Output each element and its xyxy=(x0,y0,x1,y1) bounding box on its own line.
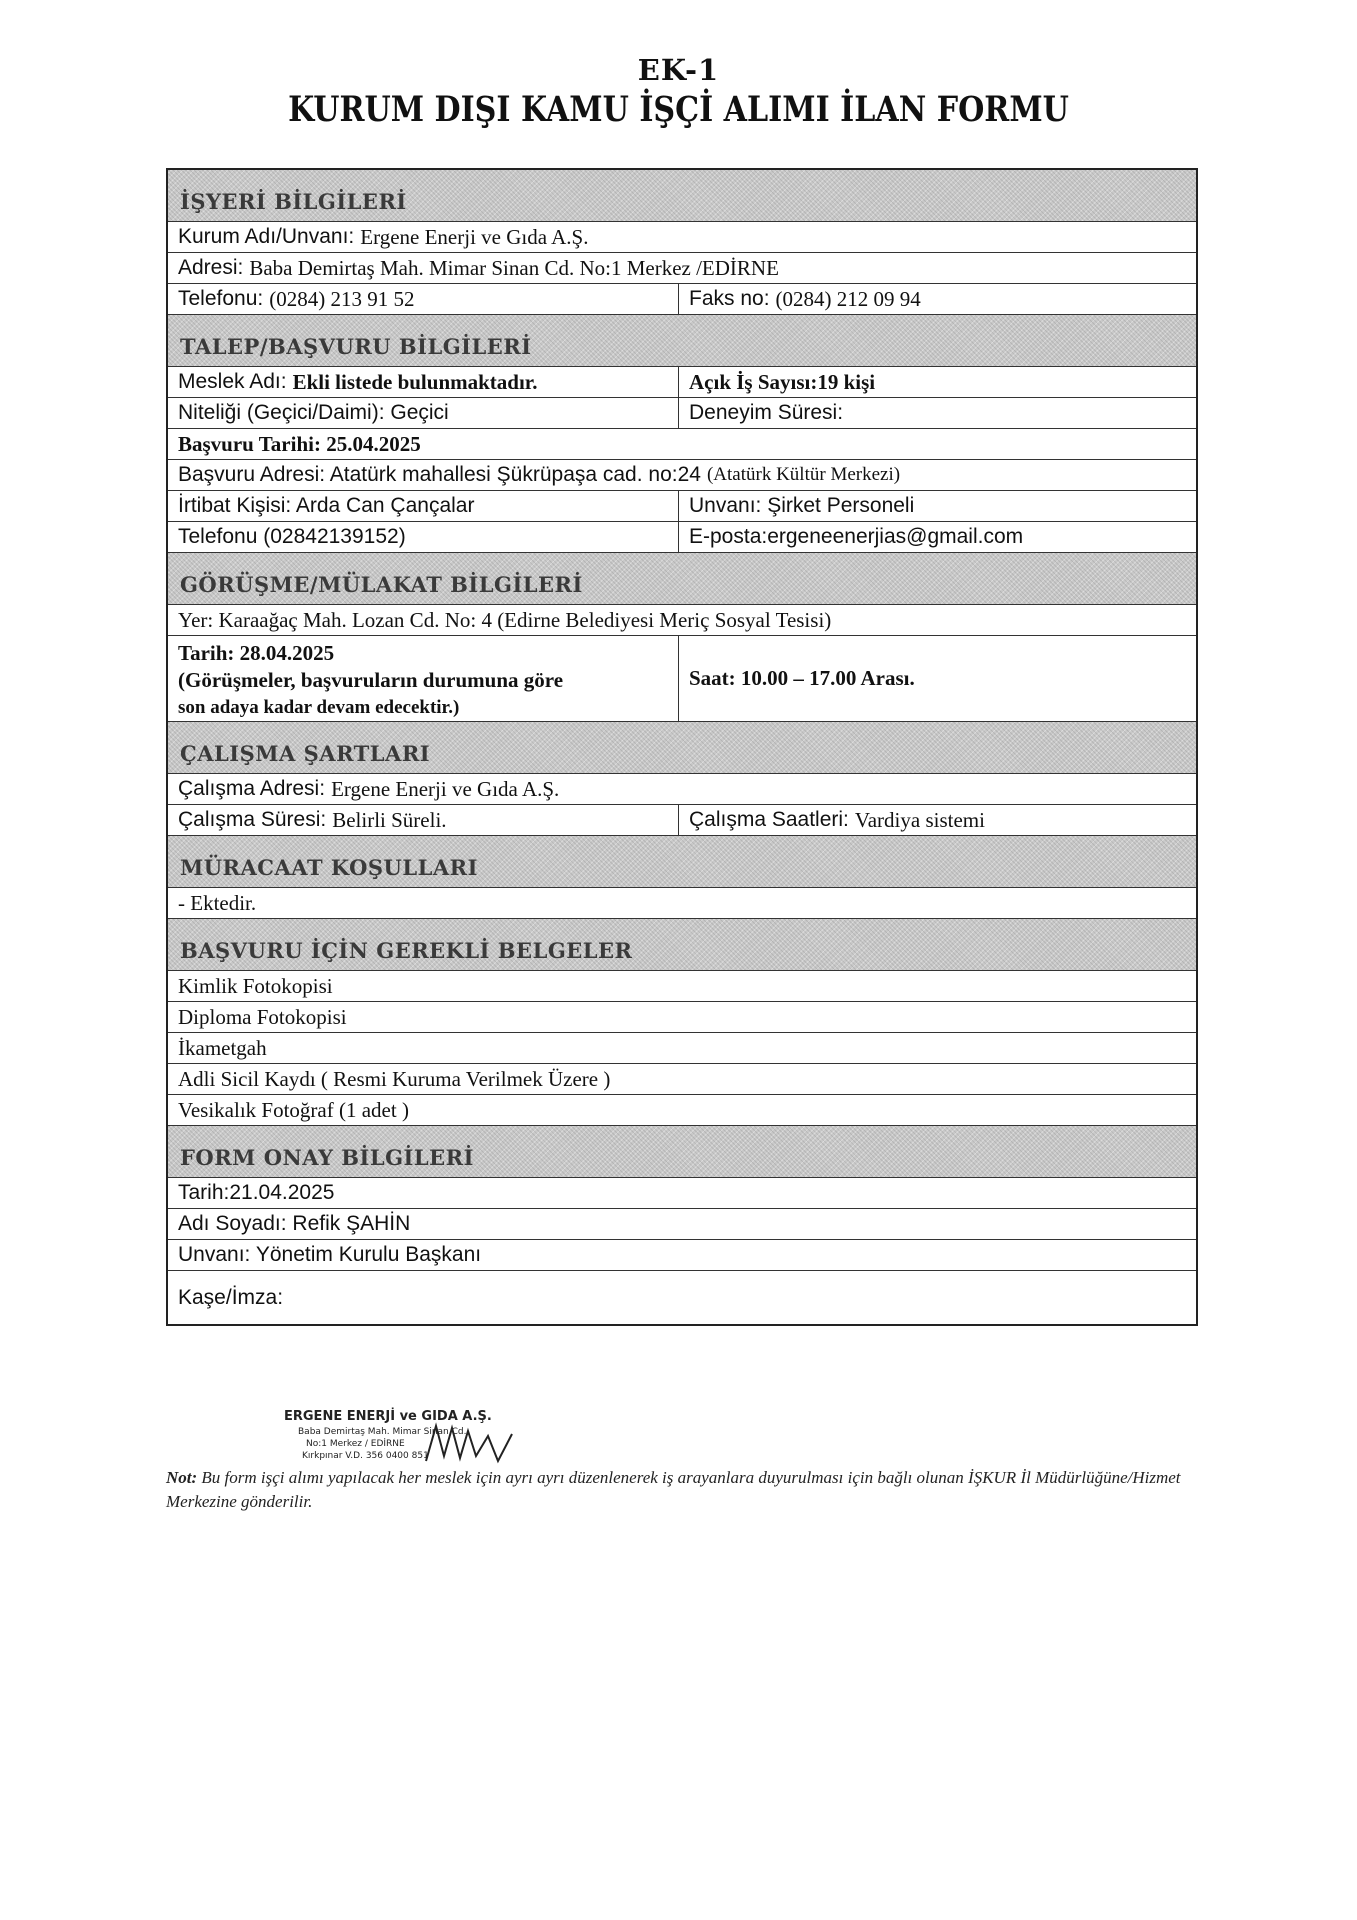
irtibat-telefon: Telefonu (02842139152) xyxy=(178,525,406,548)
irtibat-kisisi: İrtibat Kişisi: Arda Can Çançalar xyxy=(178,494,475,517)
onay-unvan: Unvanı: Yönetim Kurulu Başkanı xyxy=(178,1243,482,1266)
form-title: KURUM DIŞI KAMU İŞÇİ ALIMI İLAN FORMU xyxy=(288,89,1069,130)
section-belgeler-heading: BAŞVURU İÇİN GEREKLİ BELGELER xyxy=(168,919,1196,971)
announcement-form xyxy=(166,168,1198,1326)
calisma-suresi-value: Belirli Süreli. xyxy=(332,807,447,832)
basvuru-tarihi: Başvuru Tarihi: 25.04.2025 xyxy=(178,431,421,456)
form-code: EK-1 xyxy=(637,53,720,87)
row-calisma-adresi xyxy=(168,774,1196,805)
list-item xyxy=(168,1033,1196,1064)
acik-is-sayisi: Açık İş Sayısı:19 kişi xyxy=(678,367,1196,397)
calisma-saatleri-label: Çalışma Saatleri: xyxy=(689,808,849,831)
row-muracaat xyxy=(168,888,1196,919)
signature-icon xyxy=(426,1426,512,1461)
row-calisma-sure xyxy=(168,805,1196,836)
telefon-label: Telefonu: xyxy=(178,287,264,310)
row-adres xyxy=(168,253,1196,284)
list-item xyxy=(168,1064,1196,1095)
row-onay-tarih xyxy=(168,1178,1196,1209)
stamp-line-3: No:1 Merkez / EDİRNE xyxy=(306,1439,405,1449)
gorusme-tarih-note-1: (Görüşmeler, başvuruların durumuna göre xyxy=(178,668,564,692)
list-item xyxy=(168,1002,1196,1033)
faks-value: (0284) 212 09 94 xyxy=(775,286,921,311)
list-item xyxy=(168,1095,1196,1126)
row-telefon-faks xyxy=(168,284,1196,315)
nitelik: Niteliği (Geçici/Daimi): Geçici xyxy=(178,401,449,424)
basvuru-adresi-extra: (Atatürk Kültür Merkezi) xyxy=(706,464,901,485)
belge-2: Diploma Fotokopisi xyxy=(178,1004,347,1029)
section-isyeri-heading: İŞYERİ BİLGİLERİ xyxy=(168,170,1196,222)
stamp-line-1: ERGENE ENERJİ ve GIDA A.Ş. xyxy=(284,1409,492,1424)
calisma-adresi-label: Çalışma Adresi: xyxy=(178,777,326,800)
row-meslek xyxy=(168,367,1196,398)
document-header xyxy=(0,52,1357,132)
section-calisma-heading: ÇALIŞMA ŞARTLARI xyxy=(168,722,1196,774)
irtibat-eposta: E-posta:ergeneenerjias@gmail.com xyxy=(678,522,1196,552)
gorusme-tarih-note-2: son adaya kadar devam edecektir.) xyxy=(178,697,460,718)
note-prefix: Not: xyxy=(166,1468,198,1487)
stamp-line-2: Baba Demirtaş Mah. Mimar Sinan Cd. xyxy=(298,1427,467,1437)
belge-5: Vesikalık Fotoğraf (1 adet ) xyxy=(178,1097,409,1122)
row-gorusme-tarih-saat xyxy=(168,636,1196,722)
onay-adi-soyadi: Adı Soyadı: Refik ŞAHİN xyxy=(178,1212,411,1235)
meslek-value: Ekli listede bulunmaktadır. xyxy=(292,369,538,394)
section-muracaat-heading: MÜRACAAT KOŞULLARI xyxy=(168,836,1196,888)
row-irtibat xyxy=(168,491,1196,522)
kase-imza-label: Kaşe/İmza: xyxy=(178,1285,284,1309)
stamp-line-4: Kırkpınar V.D. 356 0400 851 xyxy=(302,1451,429,1461)
belge-3: İkametgah xyxy=(178,1035,267,1060)
footer-note xyxy=(166,1466,1206,1514)
onay-tarih: Tarih:21.04.2025 xyxy=(178,1181,335,1204)
gorusme-tarih: Tarih: 28.04.2025 xyxy=(178,641,335,665)
calisma-saatleri-value: Vardiya sistemi xyxy=(854,807,985,832)
row-kurum xyxy=(168,222,1196,253)
belge-1: Kimlik Fotokopisi xyxy=(178,973,333,998)
section-gorusme-heading: GÖRÜŞME/MÜLAKAT BİLGİLERİ xyxy=(168,553,1196,605)
list-item xyxy=(168,971,1196,1002)
section-talep-heading: TALEP/BAŞVURU BİLGİLERİ xyxy=(168,315,1196,367)
gorusme-yer: Yer: Karaağaç Mah. Lozan Cd. No: 4 (Edirne Belediyesi Meriç Sosyal Tesisi) xyxy=(178,607,832,632)
basvuru-adresi: Başvuru Adresi: Atatürk mahallesi Şükrüpaşa cad. no:24 xyxy=(178,463,701,486)
row-irtibat-iletisim xyxy=(168,522,1196,553)
row-kase-imza xyxy=(168,1271,1196,1324)
company-stamp-signature xyxy=(276,1406,546,1466)
faks-label: Faks no: xyxy=(689,287,770,310)
calisma-suresi-label: Çalışma Süresi: xyxy=(178,808,327,831)
meslek-label: Meslek Adı: xyxy=(178,370,287,393)
row-basvuru-tarihi xyxy=(168,429,1196,460)
adres-value: Baba Demirtaş Mah. Mimar Sinan Cd. No:1 Merkez /EDİRNE xyxy=(249,255,779,280)
note-text: Bu form işçi alımı yapılacak her meslek için ayrı ayrı düzenlenerek iş arayanlara duyurulması için bağlı olunan İŞKUR İl Müdürlüğüne/Hizmet Merkezine gönderilir. xyxy=(166,1468,1181,1511)
row-nitelik xyxy=(168,398,1196,429)
kurum-label: Kurum Adı/Unvanı: xyxy=(178,225,355,248)
muracaat-text: - Ektedir. xyxy=(178,890,257,915)
row-basvuru-adresi xyxy=(168,460,1196,491)
belge-4: Adli Sicil Kaydı ( Resmi Kuruma Verilmek Üzere ) xyxy=(178,1066,611,1091)
row-onay-unvan xyxy=(168,1240,1196,1271)
section-onay-heading: FORM ONAY BİLGİLERİ xyxy=(168,1126,1196,1178)
gorusme-saat: Saat: 10.00 – 17.00 Arası. xyxy=(678,636,1196,721)
row-onay-adi xyxy=(168,1209,1196,1240)
telefon-value: (0284) 213 91 52 xyxy=(269,286,415,311)
row-gorusme-yer xyxy=(168,605,1196,636)
calisma-adresi-value: Ergene Enerji ve Gıda A.Ş. xyxy=(331,776,560,801)
deneyim-suresi: Deneyim Süresi: xyxy=(678,398,1196,428)
kurum-value: Ergene Enerji ve Gıda A.Ş. xyxy=(360,224,589,249)
adres-label: Adresi: xyxy=(178,256,244,279)
irtibat-unvan: Unvanı: Şirket Personeli xyxy=(678,491,1196,521)
